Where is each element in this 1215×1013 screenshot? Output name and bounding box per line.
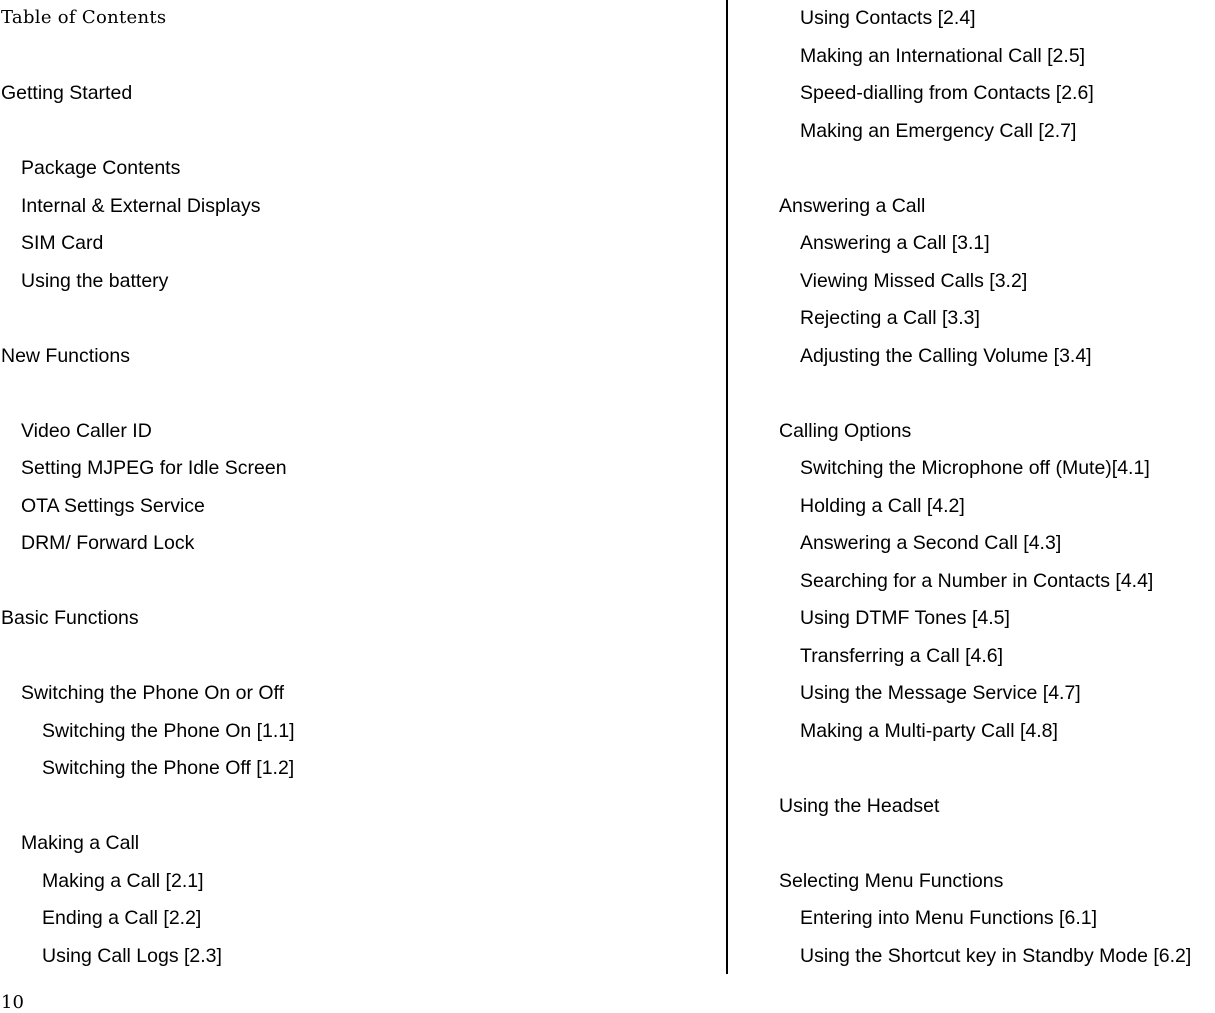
toc-subentry: Answering a Second Call [4.3] bbox=[800, 532, 1062, 554]
toc-spacer bbox=[759, 750, 1191, 788]
toc-subentry: Making a Multi-party Call [4.8] bbox=[800, 719, 1058, 742]
toc-subentry: Switching the Phone Off [1.2] bbox=[42, 757, 295, 779]
toc-spacer bbox=[1, 113, 295, 151]
toc-subentry: Searching for a Number in Contacts [4.4] bbox=[800, 569, 1154, 592]
page-number: 10 bbox=[1, 992, 24, 1013]
toc-subentry: Adjusting the Calling Volume [3.4] bbox=[800, 344, 1092, 367]
toc-subentry: Using the Message Service [4.7] bbox=[800, 682, 1081, 704]
toc-spacer bbox=[759, 375, 1191, 413]
toc-right-column bbox=[759, 0, 1191, 975]
toc-subentry: Speed-dialling from Contacts [2.6] bbox=[800, 82, 1094, 104]
toc-chapter-entry: Video Caller ID bbox=[21, 419, 152, 442]
toc-section-heading: New Functions bbox=[1, 344, 130, 367]
toc-chapter-entry: DRM/ Forward Lock bbox=[21, 532, 195, 554]
toc-subentry: Answering a Call [3.1] bbox=[800, 232, 990, 254]
toc-chapter-entry: SIM Card bbox=[21, 232, 104, 254]
toc-chapter-entry: Selecting Menu Functions bbox=[779, 869, 1004, 892]
toc-chapter-entry: Internal & External Displays bbox=[21, 194, 261, 217]
toc-subentry: Switching the Microphone off (Mute)[4.1] bbox=[800, 457, 1150, 479]
page-title: Table of Contents bbox=[1, 7, 167, 28]
toc-chapter-entry: Switching the Phone On or Off bbox=[21, 682, 285, 704]
toc-subentry: Making an Emergency Call [2.7] bbox=[800, 119, 1077, 142]
toc-spacer bbox=[1, 375, 295, 413]
toc-subentry: Transferring a Call [4.6] bbox=[800, 644, 1004, 667]
toc-subentry: Making an International Call [2.5] bbox=[800, 44, 1086, 67]
column-divider bbox=[726, 0, 728, 974]
toc-subentry: Ending a Call [2.2] bbox=[42, 907, 202, 929]
toc-section-heading: Getting Started bbox=[1, 82, 133, 104]
toc-subentry: Rejecting a Call [3.3] bbox=[800, 307, 980, 329]
toc-subentry: Using the Shortcut key in Standby Mode [6.2] bbox=[800, 944, 1192, 967]
toc-subentry: Holding a Call [4.2] bbox=[800, 494, 965, 517]
toc-section-heading: Basic Functions bbox=[1, 607, 139, 629]
toc-subentry: Viewing Missed Calls [3.2] bbox=[800, 269, 1028, 292]
toc-chapter-entry: Setting MJPEG for Idle Screen bbox=[21, 457, 287, 479]
toc-spacer bbox=[759, 825, 1191, 863]
toc-subentry: Switching the Phone On [1.1] bbox=[42, 719, 295, 742]
toc-spacer bbox=[1, 300, 295, 338]
toc-chapter-entry: Using the battery bbox=[21, 269, 169, 292]
toc-chapter-entry: Making a Call bbox=[21, 832, 140, 854]
toc-chapter-entry: Calling Options bbox=[779, 419, 912, 442]
toc-chapter-entry: Answering a Call bbox=[779, 194, 926, 217]
toc-chapter-entry: Package Contents bbox=[21, 157, 181, 179]
toc-spacer bbox=[1, 638, 295, 676]
toc-chapter-entry: Using the Headset bbox=[779, 794, 940, 817]
toc-subentry: Using Contacts [2.4] bbox=[800, 7, 976, 29]
toc-subentry: Entering into Menu Functions [6.1] bbox=[800, 907, 1098, 929]
toc-subentry: Using DTMF Tones [4.5] bbox=[800, 607, 1010, 629]
toc-chapter-entry: OTA Settings Service bbox=[21, 494, 205, 517]
toc-spacer bbox=[759, 150, 1191, 188]
toc-subentry: Using Call Logs [2.3] bbox=[42, 944, 222, 967]
toc-subentry: Making a Call [2.1] bbox=[42, 869, 204, 892]
toc-left-column bbox=[1, 75, 295, 975]
toc-spacer bbox=[1, 788, 295, 826]
toc-spacer bbox=[1, 563, 295, 601]
